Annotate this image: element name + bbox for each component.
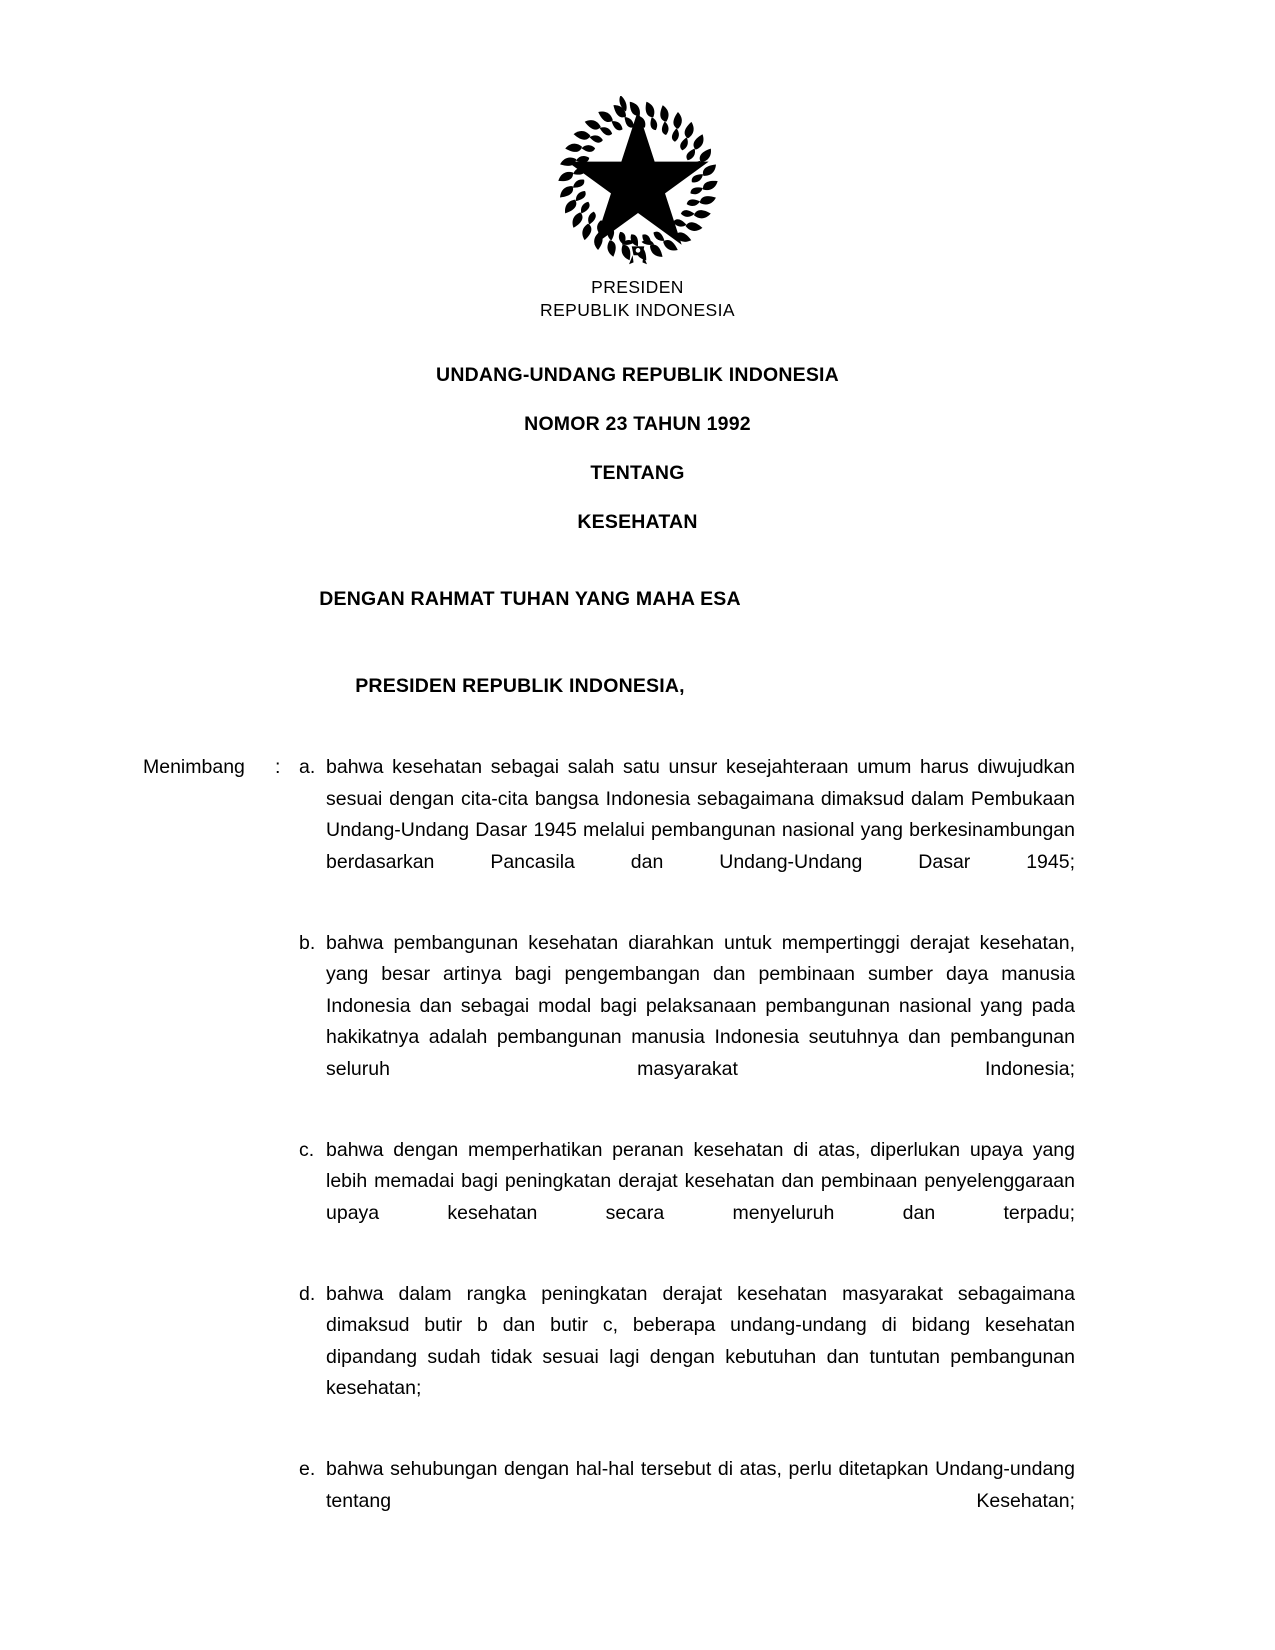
title-number-year: NOMOR 23 TAHUN 1992 (524, 413, 751, 435)
clause-text: bahwa kesehatan sebagai salah satu unsur kesejahteraan umum harus diwujudkan sesuai dengan cita-cita bangsa Indonesia sebagaimana dimaksud dalam Pembukaan Undang-Undang Dasar 1945 melalui pembangunan nasional yang berkesinambungan berdasarkan Pancasila dan Undang-Undang Dasar 1945; (326, 756, 1075, 873)
clause-item (299, 1454, 1075, 1549)
considering-colon: : (275, 756, 281, 778)
clause-text: bahwa sehubungan dengan hal-hal tersebut di atas, perlu ditetapkan Undang-undang tentang Kesehatan; (326, 1458, 1075, 1512)
title-subject: KESEHATAN (577, 511, 698, 533)
emblem-container (0, 96, 1275, 266)
considering-section (143, 752, 1075, 1549)
clause-marker: c. (299, 1138, 315, 1161)
clause-marker: d. (299, 1282, 316, 1305)
clause-marker: b. (299, 931, 316, 954)
clause-item (299, 752, 1075, 910)
considering-row (143, 752, 1075, 1549)
document-title-block (0, 364, 1275, 534)
considering-label: Menimbang (143, 756, 245, 778)
title-about-label: TENTANG (590, 462, 685, 484)
clause-text: bahwa dalam rangka peningkatan derajat kesehatan masyarakat sebagaimana dimaksud butir b dan butir c, beberapa undang-undang di bidang kesehatan dipandang sudah tidak sesuai lagi dengan kebutuhan dan tuntutan pembangunan kesehatan; (326, 1282, 1075, 1399)
considering-clause-list (299, 752, 1075, 1549)
clause-item (299, 928, 1075, 1117)
clause-text: bahwa dengan memperhatikan peranan kesehatan di atas, diperlukan upaya yang lebih memadai bagi peningkatan derajat kesehatan dan pembinaan penyelenggaraan upaya kesehatan secara menyeluruh dan terpadu; (326, 1138, 1075, 1224)
clause-item (299, 1135, 1075, 1261)
invocation-line: DENGAN RAHMAT TUHAN YANG MAHA ESA (319, 588, 741, 610)
clause-marker: a. (299, 756, 316, 778)
emblem-caption (0, 276, 1275, 322)
clause-item (299, 1279, 1075, 1437)
clause-text: bahwa pembangunan kesehatan diarahkan untuk mempertinggi derajat kesehatan, yang besar artinya bagi pengembangan dan pembinaan sumber daya manusia Indonesia dan sebagai modal bagi pelaksanaan pembangunan nasional yang pada hakikatnya adalah pembangunan manusia Indonesia seutuhnya dan pembangunan seluruh masyarakat Indonesia; (326, 931, 1075, 1080)
caption-line-republik-indonesia: REPUBLIK INDONESIA (540, 300, 735, 320)
clause-marker: e. (299, 1458, 316, 1480)
caption-line-presiden: PRESIDEN (591, 277, 684, 297)
issuer-line: PRESIDEN REPUBLIK INDONESIA, (355, 675, 685, 697)
indonesian-presidential-emblem-icon (547, 96, 729, 266)
title-law-type: UNDANG-UNDANG REPUBLIK INDONESIA (436, 364, 839, 386)
